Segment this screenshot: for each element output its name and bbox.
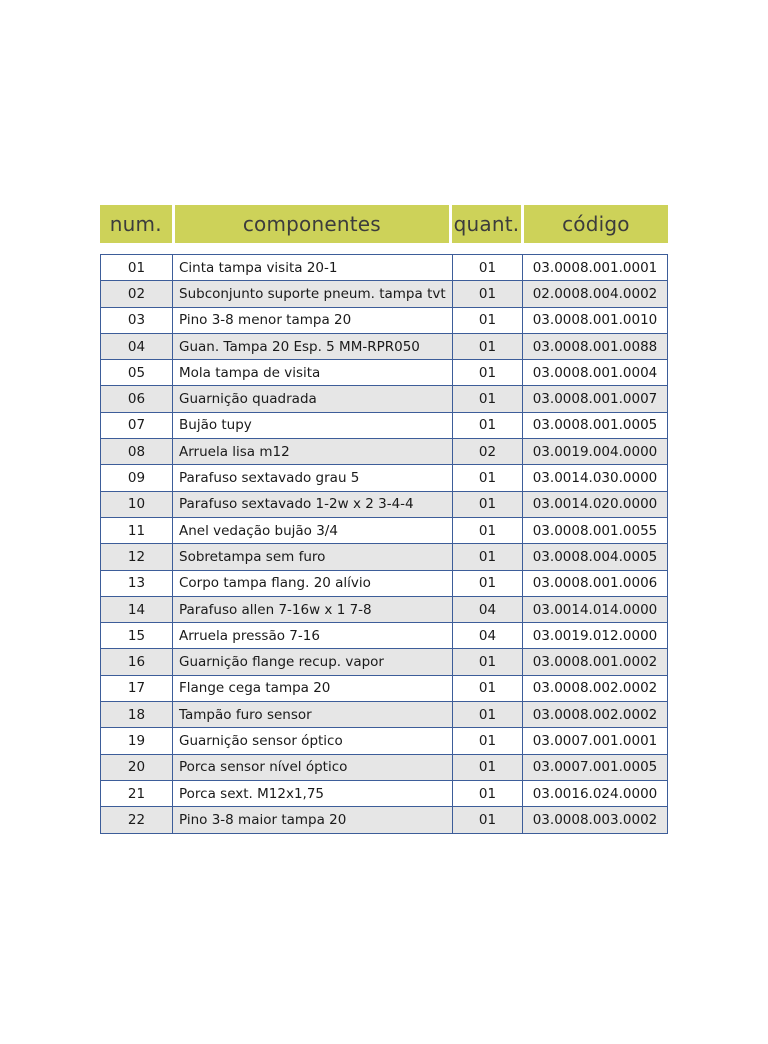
cell-componente: Arruela lisa m12: [173, 439, 453, 464]
cell-codigo: 03.0008.004.0005: [532, 548, 658, 565]
cell-componente: Anel vedação bujão 3/4: [173, 518, 453, 543]
cell-quant: 01: [453, 413, 523, 438]
table-row: [100, 702, 668, 728]
cell-componente: Corpo tampa flang. 20 alívio: [173, 571, 453, 596]
cell-codigo: 03.0008.001.0007: [532, 391, 658, 408]
cell-quant: 02: [453, 439, 523, 464]
cell-num: 22: [101, 807, 173, 832]
cell-num: 13: [101, 571, 173, 596]
cell-codigo: 03.0008.001.0001: [532, 259, 658, 276]
header-codigo: código: [524, 205, 668, 243]
cell-componente: Mola tampa de visita: [173, 360, 453, 385]
cell-quant: 01: [453, 702, 523, 727]
table-row: [100, 544, 668, 570]
cell-quant: 01: [453, 386, 523, 411]
cell-componente: Parafuso sextavado grau 5: [173, 465, 453, 490]
cell-num: 07: [101, 413, 173, 438]
cell-componente: Arruela pressão 7-16: [173, 623, 453, 648]
table-row: [100, 439, 668, 465]
cell-codigo: 03.0008.001.0006: [532, 575, 658, 592]
cell-codigo: 03.0014.030.0000: [532, 470, 658, 487]
cell-codigo: 03.0016.024.0000: [532, 785, 658, 802]
cell-num: 15: [101, 623, 173, 648]
cell-num: 04: [101, 334, 173, 359]
cell-quant: 01: [453, 308, 523, 333]
table-row: [100, 649, 668, 675]
cell-quant: 01: [453, 649, 523, 674]
cell-num: 14: [101, 597, 173, 622]
table-row: [100, 597, 668, 623]
cell-componente: Parafuso sextavado 1-2w x 2 3-4-4: [173, 492, 453, 517]
cell-codigo: 03.0008.001.0005: [532, 417, 658, 434]
cell-componente: Flange cega tampa 20: [173, 676, 453, 701]
cell-num: 19: [101, 728, 173, 753]
table-row: [100, 334, 668, 360]
cell-codigo: 03.0008.002.0002: [532, 706, 658, 723]
cell-quant: 01: [453, 281, 523, 306]
table-header: [100, 205, 668, 243]
table-body: [100, 254, 668, 834]
table-row: [100, 623, 668, 649]
cell-quant: 01: [453, 465, 523, 490]
cell-num: 02: [101, 281, 173, 306]
cell-codigo: 03.0008.003.0002: [532, 811, 658, 828]
cell-num: 09: [101, 465, 173, 490]
cell-num: 20: [101, 755, 173, 780]
cell-quant: 01: [453, 334, 523, 359]
table-row: [100, 518, 668, 544]
cell-componente: Porca sensor nível óptico: [173, 755, 453, 780]
table-row: [100, 255, 668, 281]
table-row: [100, 386, 668, 412]
cell-componente: Parafuso allen 7-16w x 1 7-8: [173, 597, 453, 622]
cell-codigo: 03.0008.001.0002: [532, 654, 658, 671]
cell-num: 05: [101, 360, 173, 385]
cell-num: 11: [101, 518, 173, 543]
cell-componente: Subconjunto suporte pneum. tampa tvt: [173, 281, 453, 306]
cell-codigo: 02.0008.004.0002: [532, 285, 658, 302]
cell-componente: Porca sext. M12x1,75: [173, 781, 453, 806]
cell-codigo: 03.0014.014.0000: [532, 601, 658, 618]
cell-num: 06: [101, 386, 173, 411]
table-row: [100, 413, 668, 439]
cell-quant: 01: [453, 676, 523, 701]
table-row: [100, 755, 668, 781]
parts-table: [100, 205, 668, 834]
cell-num: 01: [101, 255, 173, 280]
cell-quant: 01: [453, 255, 523, 280]
cell-num: 17: [101, 676, 173, 701]
cell-codigo: 03.0014.020.0000: [532, 496, 658, 513]
cell-quant: 01: [453, 728, 523, 753]
cell-componente: Pino 3-8 menor tampa 20: [173, 308, 453, 333]
cell-quant: 01: [453, 360, 523, 385]
cell-num: 18: [101, 702, 173, 727]
header-num: num.: [100, 205, 172, 243]
cell-quant: 01: [453, 807, 523, 832]
cell-componente: Sobretampa sem furo: [173, 544, 453, 569]
cell-quant: 04: [453, 623, 523, 648]
header-quant: quant.: [452, 205, 521, 243]
table-row: [100, 571, 668, 597]
cell-num: 03: [101, 308, 173, 333]
cell-componente: Tampão furo sensor: [173, 702, 453, 727]
cell-quant: 01: [453, 755, 523, 780]
cell-componente: Guarnição flange recup. vapor: [173, 649, 453, 674]
cell-quant: 01: [453, 571, 523, 596]
table-row: [100, 360, 668, 386]
table-row: [100, 492, 668, 518]
cell-codigo: 03.0007.001.0001: [532, 732, 658, 749]
cell-quant: 01: [453, 781, 523, 806]
cell-componente: Pino 3-8 maior tampa 20: [173, 807, 453, 832]
cell-num: 12: [101, 544, 173, 569]
cell-componente: Guan. Tampa 20 Esp. 5 MM-RPR050: [173, 334, 453, 359]
header-componentes: componentes: [175, 205, 450, 243]
table-row: [100, 465, 668, 491]
cell-codigo: 03.0008.001.0088: [532, 338, 658, 355]
table-row: [100, 676, 668, 702]
cell-num: 10: [101, 492, 173, 517]
cell-codigo: 03.0019.004.0000: [532, 443, 658, 460]
cell-codigo: 03.0008.001.0055: [532, 522, 658, 539]
cell-codigo: 03.0008.001.0004: [532, 364, 658, 381]
table-row: [100, 781, 668, 807]
table-row: [100, 728, 668, 754]
cell-quant: 01: [453, 492, 523, 517]
cell-componente: Bujão tupy: [173, 413, 453, 438]
cell-num: 21: [101, 781, 173, 806]
cell-quant: 01: [453, 544, 523, 569]
cell-codigo: 03.0008.002.0002: [532, 680, 658, 697]
cell-componente: Guarnição quadrada: [173, 386, 453, 411]
cell-codigo: 03.0019.012.0000: [532, 627, 658, 644]
cell-num: 16: [101, 649, 173, 674]
table-row: [100, 807, 668, 833]
cell-codigo: 03.0008.001.0010: [532, 312, 658, 329]
table-row: [100, 308, 668, 334]
cell-num: 08: [101, 439, 173, 464]
cell-quant: 04: [453, 597, 523, 622]
cell-quant: 01: [453, 518, 523, 543]
cell-componente: Guarnição sensor óptico: [173, 728, 453, 753]
table-row: [100, 281, 668, 307]
cell-codigo: 03.0007.001.0005: [532, 759, 658, 776]
cell-componente: Cinta tampa visita 20-1: [173, 255, 453, 280]
